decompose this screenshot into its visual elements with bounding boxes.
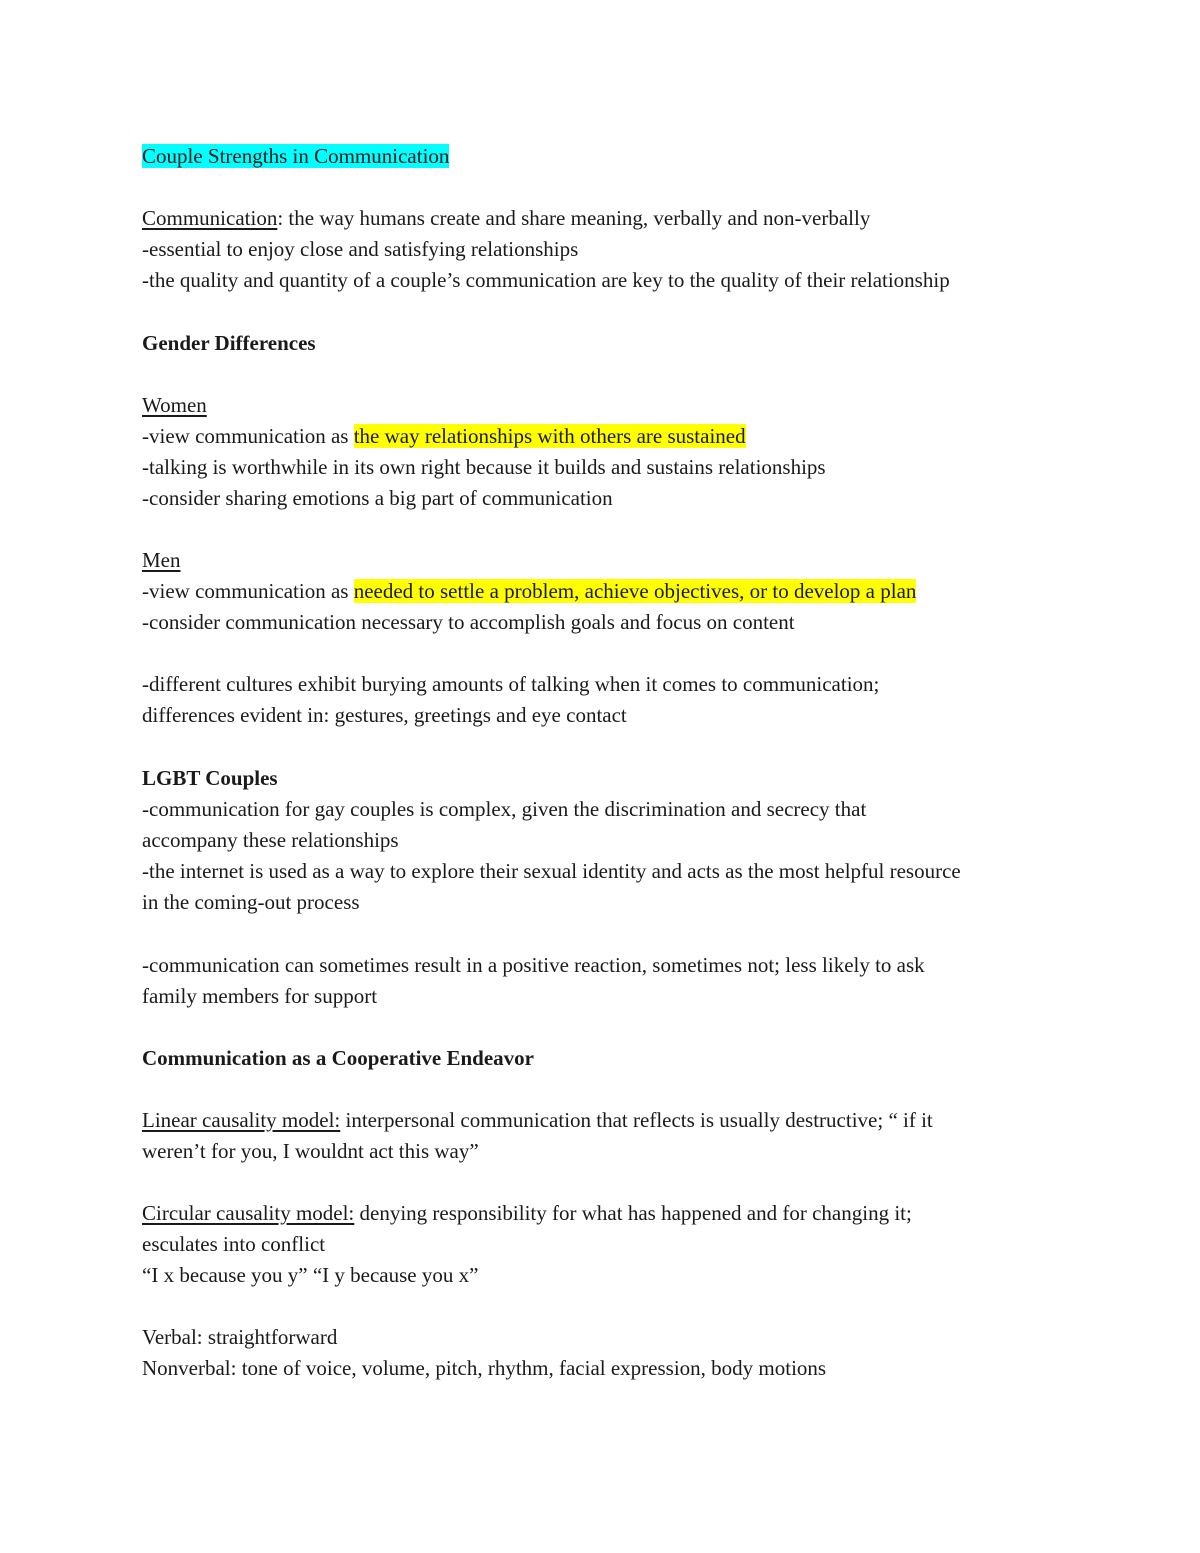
linear-line-2: weren’t for you, I wouldnt act this way” [142, 1139, 479, 1163]
men-highlight: needed to settle a problem, achieve objectives, or to develop a plan [353, 579, 917, 603]
gender-heading [142, 330, 316, 356]
lgbt-line: -communication for gay couples is complex, given the discrimination and secrecy that [142, 797, 867, 821]
women-highlight: the way relationships with others are sustained [353, 424, 746, 448]
men-line-1-prefix: -view communication as [142, 579, 354, 603]
linear-term: Linear causality model: [142, 1108, 341, 1132]
circular-line-3: “I x because you y” “I y because you x” [142, 1263, 479, 1287]
lgbt-heading-text: LGBT Couples [142, 766, 278, 790]
definition-point: -the quality and quantity of a couple’s communication are key to the quality of their relationship [142, 268, 950, 292]
women-line-1-prefix: -view communication as [142, 424, 354, 448]
linear-text: interpersonal communication that reflects is usually destructive; “ if it [340, 1108, 933, 1132]
definition-point: -essential to enjoy close and satisfying relationships [142, 237, 579, 261]
circular-term: Circular causality model: [142, 1201, 355, 1225]
lgbt-line: -communication can sometimes result in a positive reaction, sometimes not; less likely to ask [142, 953, 925, 977]
circular-text: denying responsibility for what has happened and for changing it; [354, 1201, 912, 1225]
cultures-line: -different cultures exhibit burying amounts of talking when it comes to communication; [142, 672, 880, 696]
men-label: Men [142, 548, 181, 572]
verbal-line: Verbal: straightforward [142, 1325, 338, 1349]
page-title: Couple Strengths in Communication [142, 144, 450, 168]
title-line [142, 143, 449, 169]
definition-line [142, 205, 870, 231]
nonverbal-line: Nonverbal: tone of voice, volume, pitch, rhythm, facial expression, body motions [142, 1356, 827, 1380]
circular-line-1 [142, 1200, 912, 1226]
cooperative-heading-text: Communication as a Cooperative Endeavor [142, 1046, 534, 1070]
lgbt-line: family members for support [142, 984, 378, 1008]
linear-line-1 [142, 1107, 933, 1133]
definition-term: Communication [142, 206, 278, 230]
circular-line-2: esculates into conflict [142, 1232, 326, 1256]
definition-text: : the way humans create and share meaning, verbally and non-verbally [277, 206, 871, 230]
men-line-2: -consider communication necessary to accomplish goals and focus on content [142, 610, 795, 634]
lgbt-heading [142, 765, 278, 791]
cultures-line: differences evident in: gestures, greetings and eye contact [142, 703, 627, 727]
women-line-3: -consider sharing emotions a big part of communication [142, 486, 613, 510]
men-line-1 [142, 578, 916, 604]
gender-heading-text: Gender Differences [142, 331, 316, 355]
cooperative-heading [142, 1045, 534, 1071]
lgbt-line: -the internet is used as a way to explore their sexual identity and acts as the most helpful resource [142, 859, 961, 883]
lgbt-line: in the coming-out process [142, 890, 360, 914]
women-line-2: -talking is worthwhile in its own right because it builds and sustains relationships [142, 455, 826, 479]
women-line-1 [142, 423, 746, 449]
women-label: Women [142, 393, 207, 417]
lgbt-line: accompany these relationships [142, 828, 399, 852]
